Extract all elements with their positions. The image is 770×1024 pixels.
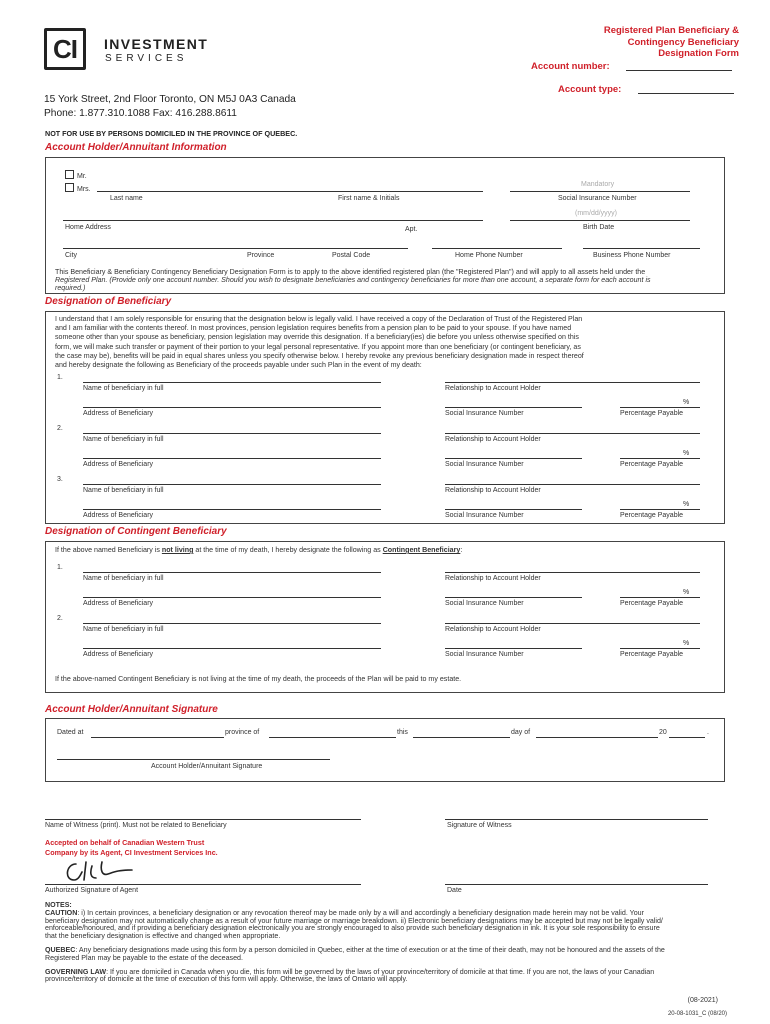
- mr-checkbox[interactable]: [65, 170, 74, 179]
- contingent-name-label: Name of beneficiary in full: [83, 575, 164, 582]
- contingent-name-field[interactable]: [83, 623, 381, 624]
- contingent-relationship-label: Relationship to Account Holder: [445, 575, 541, 582]
- contingent-sin-label: Social Insurance Number: [445, 600, 524, 607]
- signature-section-box: [45, 718, 725, 782]
- contingent-percentage-label: Percentage Payable: [620, 651, 684, 658]
- contingent-name-label: Name of beneficiary in full: [83, 626, 164, 633]
- contingent-percentage-field[interactable]: [620, 648, 700, 649]
- quebec-notice: NOT FOR USE BY PERSONS DOMICILED IN THE PROVINCE OF QUEBEC.: [45, 129, 298, 138]
- birth-placeholder: (mm/dd/yyyy): [575, 210, 617, 217]
- beneficiary-percent-symbol: %: [683, 501, 690, 508]
- province-label: Province: [247, 252, 275, 259]
- account-type-label: Account type:: [558, 84, 622, 95]
- first-name-label: First name & Initials: [338, 195, 400, 202]
- date-period: .: [707, 729, 709, 736]
- beneficiary-address-field[interactable]: [83, 509, 381, 510]
- beneficiary-address-label: Address of Beneficiary: [83, 512, 154, 519]
- witness-signature-label: Signature of Witness: [447, 822, 512, 829]
- contingent-address-label: Address of Beneficiary: [83, 600, 154, 607]
- year-field[interactable]: [669, 737, 705, 738]
- holder-intro: This Beneficiary & Beneficiary Contingency Beneficiary Designation Form is to apply to the above identified registered plan (the "Registered Plan") and will apply to all assets held under the Registered Plan. (Provide only one account number. Should you wish to designate beneficiaries and contingency beneficiaries for more than one account, a separate form for each account is required.): [55, 268, 651, 292]
- agent-date-label: Date: [447, 887, 462, 894]
- beneficiary-percentage-field[interactable]: [620, 407, 700, 408]
- signature-section-title: Account Holder/Annuitant Signature: [45, 704, 218, 715]
- beneficiary-number: 2.: [57, 425, 63, 432]
- company-address: 15 York Street, 2nd Floor Toronto, ON M5J 0A3 Canada: [44, 94, 296, 105]
- beneficiary-address-label: Address of Beneficiary: [83, 461, 154, 468]
- contingent-intro: If the above named Beneficiary is not living at the time of my death, I hereby designate the following as Contingent Beneficiary:: [55, 546, 463, 554]
- contingent-number: 1.: [57, 564, 63, 571]
- city-label: City: [65, 252, 78, 259]
- beneficiary-relationship-field[interactable]: [445, 433, 700, 434]
- agent-date-field[interactable]: [445, 884, 708, 885]
- home-phone-label: Home Phone Number: [455, 252, 523, 259]
- contingent-number: 2.: [57, 615, 63, 622]
- beneficiary-relationship-label: Relationship to Account Holder: [445, 385, 541, 392]
- form-title: Registered Plan Beneficiary & Contingency Beneficiary Designation Form: [603, 25, 739, 59]
- contingent-address-label: Address of Beneficiary: [83, 651, 154, 658]
- address-line-2[interactable]: [63, 248, 408, 249]
- contingent-footer: If the above-named Contingent Beneficiary is not living at the time of my death, the proceeds of the Plan will be paid to my estate.: [55, 675, 462, 683]
- mr-option[interactable]: Mr.: [65, 170, 87, 180]
- logo: [44, 28, 224, 72]
- business-phone-field[interactable]: [583, 248, 700, 249]
- contingent-section-box: [45, 541, 725, 693]
- contingent-address-field[interactable]: [83, 597, 381, 598]
- holder-signature-field[interactable]: [57, 759, 330, 760]
- business-phone-label: Business Phone Number: [593, 252, 671, 259]
- contingent-sin-field[interactable]: [445, 597, 582, 598]
- contingent-percent-symbol: %: [683, 589, 690, 596]
- sin-field[interactable]: [510, 191, 690, 192]
- birth-date-label: Birth Date: [583, 224, 615, 231]
- contingent-percentage-label: Percentage Payable: [620, 600, 684, 607]
- beneficiary-address-field[interactable]: [83, 407, 381, 408]
- account-number-label: Account number:: [531, 61, 610, 72]
- form-code: 20-08-1031_C (08/20): [667, 1011, 727, 1017]
- beneficiary-number: 1.: [57, 374, 63, 381]
- holder-signature-label: Account Holder/Annuitant Signature: [151, 763, 263, 770]
- mrs-option[interactable]: Mrs.: [65, 183, 91, 193]
- home-phone-field[interactable]: [432, 248, 562, 249]
- contingent-sin-label: Social Insurance Number: [445, 651, 524, 658]
- day-field[interactable]: [413, 737, 510, 738]
- agent-signature-field[interactable]: [45, 884, 361, 885]
- contingent-name-field[interactable]: [83, 572, 381, 573]
- beneficiary-relationship-label: Relationship to Account Holder: [445, 487, 541, 494]
- notes: NOTES: CAUTION: i) In certain provinces, a beneficiary designation or any revocation thereof may be made only by a will and accordingly a beneficiary designation made herein may not be valid. Your beneficiary designation may not automatically change as a result of your future marriage or marriage breakdown. ii) Electronic beneficiary designations may be accepted but may not be legally valid/ enforceable/honoured, and if providing a beneficiary designation electronically you are strongly encouraged to also provide such beneficiary designation in ink. It is your sole responsibility to ensure that the beneficiary designation is effective and changed when appropriate. QUEBEC: Any beneficiary designations made using this form by a person domiciled in Quebec, either at the time of execution or at the time of their death, may not be honoured and the assets of the Registered Plan may be payable to the estate of the deceased. GOVERNING LAW: If you are domiciled in Canada when you die, this form will be governed by the laws of your province/territory of domicile at that time. If you are not, the laws of your Canadian province/territory of domicile at the time of execution of this form will apply. Otherwise, the laws of Ontario will apply.: [45, 901, 665, 984]
- witness-name-field[interactable]: [45, 819, 361, 820]
- home-address-field[interactable]: [63, 220, 483, 221]
- accepted-text: Accepted on behalf of Canadian Western Trust Company by its Agent, CI Investment Services Inc.: [45, 838, 218, 857]
- contingent-percentage-field[interactable]: [620, 597, 700, 598]
- beneficiary-name-label: Name of beneficiary in full: [83, 487, 164, 494]
- dated-at-label: Dated at: [57, 729, 84, 736]
- witness-name-label: Name of Witness (print). Must not be related to Beneficiary: [45, 822, 227, 829]
- beneficiary-name-field[interactable]: [83, 382, 381, 383]
- apt-label: Apt.: [405, 226, 418, 233]
- birth-date-field[interactable]: [510, 220, 690, 221]
- province-of-field[interactable]: [269, 737, 396, 738]
- beneficiary-sin-label: Social Insurance Number: [445, 410, 524, 417]
- logo-line2: SERVICES: [105, 53, 188, 64]
- beneficiary-address-label: Address of Beneficiary: [83, 410, 154, 417]
- logo-mark: CI: [44, 28, 86, 70]
- sin-placeholder: Mandatory: [581, 181, 615, 188]
- beneficiary-name-label: Name of beneficiary in full: [83, 436, 164, 443]
- contingent-relationship-label: Relationship to Account Holder: [445, 626, 541, 633]
- beneficiary-sin-field[interactable]: [445, 407, 582, 408]
- beneficiary-name-label: Name of beneficiary in full: [83, 385, 164, 392]
- beneficiary-paragraph: I understand that I am solely responsible for ensuring that the designation below is legally valid. I have received a copy of the Declaration of Trust of the Registered Plan and I am familiar with the contents thereof. In most provinces, pension legislation requires benefits from a pension plan to be paid to your spouse. If you have named someone other than your spouse as beneficiary, pension legislation may override this designation. If a beneficiary(ies) die before you unless otherwise specified on this form, we will make such transfer or payment of their portion to your legal personal representative. If you appoint more than one beneficiary (or contingent beneficiary, as the case may be), benefits will be paid in equal shares unless you specify otherwise below. I hereby revoke any previous beneficiary designation made in respect thereof and hereby designate the following as Beneficiary of the proceeds payable under such Plan in the event of my death:: [55, 315, 584, 370]
- beneficiary-percent-symbol: %: [683, 450, 690, 457]
- beneficiary-percentage-field[interactable]: [620, 509, 700, 510]
- beneficiary-sin-label: Social Insurance Number: [445, 461, 524, 468]
- holder-section-title: Account Holder/Annuitant Information: [45, 142, 227, 153]
- mrs-checkbox[interactable]: [65, 183, 74, 192]
- beneficiary-number: 3.: [57, 476, 63, 483]
- beneficiary-address-field[interactable]: [83, 458, 381, 459]
- company-phone: Phone: 1.877.310.1088 Fax: 416.288.8611: [44, 108, 237, 119]
- beneficiary-percentage-label: Percentage Payable: [620, 461, 684, 468]
- dated-at-field[interactable]: [91, 737, 224, 738]
- beneficiary-sin-field[interactable]: [445, 458, 582, 459]
- beneficiary-name-field[interactable]: [83, 484, 381, 485]
- agent-signature-image: [62, 858, 142, 886]
- last-name-label: Last name: [110, 195, 143, 202]
- postal-label: Postal Code: [332, 252, 371, 259]
- contingent-address-field[interactable]: [83, 648, 381, 649]
- beneficiary-relationship-label: Relationship to Account Holder: [445, 436, 541, 443]
- contingent-sin-field[interactable]: [445, 648, 582, 649]
- province-of-label: province of: [225, 729, 260, 736]
- contingent-section-title: Designation of Contingent Beneficiary: [45, 526, 227, 537]
- beneficiary-relationship-field[interactable]: [445, 484, 700, 485]
- account-number-field[interactable]: [626, 70, 732, 71]
- form-version: (08-2021): [687, 997, 718, 1004]
- beneficiary-percentage-label: Percentage Payable: [620, 512, 684, 519]
- year-label: 20: [659, 729, 667, 736]
- home-address-label: Home Address: [65, 224, 111, 231]
- contingent-relationship-field[interactable]: [445, 572, 700, 573]
- beneficiary-relationship-field[interactable]: [445, 382, 700, 383]
- day-of-label: day of: [511, 729, 531, 736]
- account-type-field[interactable]: [638, 93, 734, 94]
- beneficiary-percentage-label: Percentage Payable: [620, 410, 684, 417]
- agent-signature-label: Authorized Signature of Agent: [45, 887, 139, 894]
- beneficiary-sin-label: Social Insurance Number: [445, 512, 524, 519]
- beneficiary-percentage-field[interactable]: [620, 458, 700, 459]
- beneficiary-sin-field[interactable]: [445, 509, 582, 510]
- this-label: this: [397, 729, 408, 736]
- contingent-relationship-field[interactable]: [445, 623, 700, 624]
- month-field[interactable]: [536, 737, 658, 738]
- contingent-percent-symbol: %: [683, 640, 690, 647]
- witness-signature-field[interactable]: [445, 819, 708, 820]
- beneficiary-section-title: Designation of Beneficiary: [45, 296, 172, 307]
- name-field[interactable]: [97, 191, 483, 192]
- sin-label: Social Insurance Number: [558, 195, 637, 202]
- logo-line1: INVESTMENT: [104, 36, 209, 52]
- beneficiary-percent-symbol: %: [683, 399, 690, 406]
- beneficiary-name-field[interactable]: [83, 433, 381, 434]
